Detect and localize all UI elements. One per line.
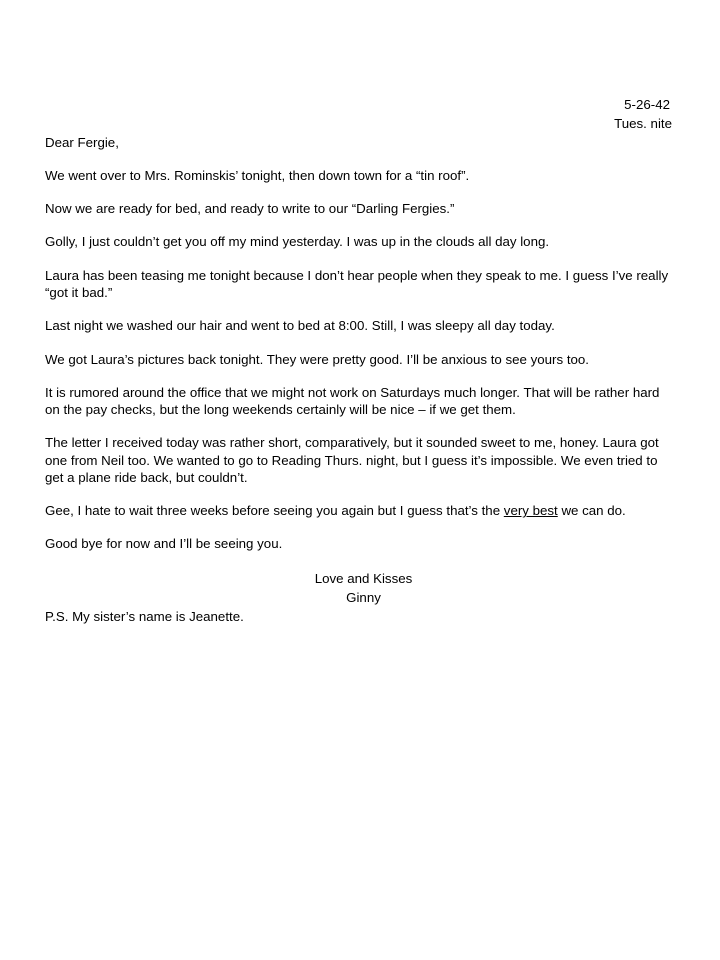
letter-signature: Ginny bbox=[346, 590, 381, 606]
letter-paragraph-3: Golly, I just couldn’t get you off my mind yesterday. I was up in the clouds all day long. bbox=[45, 234, 550, 250]
letter-body bbox=[45, 95, 672, 626]
letter-paragraph-2: Now we are ready for bed, and ready to write to our “Darling Fergies.” bbox=[45, 201, 455, 217]
letter-time-of-day: Tues. nite bbox=[614, 116, 672, 132]
letter-paragraph-8: The letter I received today was rather short, comparatively, but it sounded sweet to me, honey. Laura got one from Neil too. We wanted to go to Reading Thurs. night, but I guess it’s impossible. We even tried to get a plane ride back, but couldn’t. bbox=[45, 435, 659, 485]
letter-salutation: Dear Fergie, bbox=[45, 134, 119, 150]
letter-paragraph-7: It is rumored around the office that we might not work on Saturdays much longer. That will be rather hard on the pay checks, but the long weekends certainly will be nice – if we get them. bbox=[45, 384, 660, 418]
letter-paragraph-6: We got Laura’s pictures back tonight. They were pretty good. I’ll be anxious to see yours too. bbox=[45, 351, 590, 367]
letter-farewell: Good bye for now and I’ll be seeing you. bbox=[45, 536, 283, 552]
letter-paragraph-4: Laura has been teasing me tonight because I don’t hear people when they speak to me. I guess I’ve really “got it bad.” bbox=[45, 267, 669, 300]
letter-heading bbox=[45, 95, 672, 134]
letter-valediction: Love and Kisses bbox=[314, 570, 413, 586]
letter-date: 5-26-42 bbox=[624, 97, 670, 112]
letter-paragraph-9 bbox=[45, 502, 672, 519]
emphasis-paragraph-after: we can do. bbox=[557, 503, 626, 519]
emphasis-paragraph-before: Gee, I hate to wait three weeks before seeing you again but I guess that’s the bbox=[45, 503, 504, 519]
letter-postscript: P.S. My sister’s name is Jeanette. bbox=[45, 609, 244, 625]
emphasis-paragraph-underlined: very best bbox=[503, 503, 558, 519]
letter-closing bbox=[45, 569, 672, 608]
letter-paragraph-1: We went over to Mrs. Rominskis’ tonight, then down town for a “tin roof”. bbox=[45, 167, 470, 183]
letter-paragraph-5: Last night we washed our hair and went to bed at 8:00. Still, I was sleepy all day today. bbox=[45, 318, 555, 334]
